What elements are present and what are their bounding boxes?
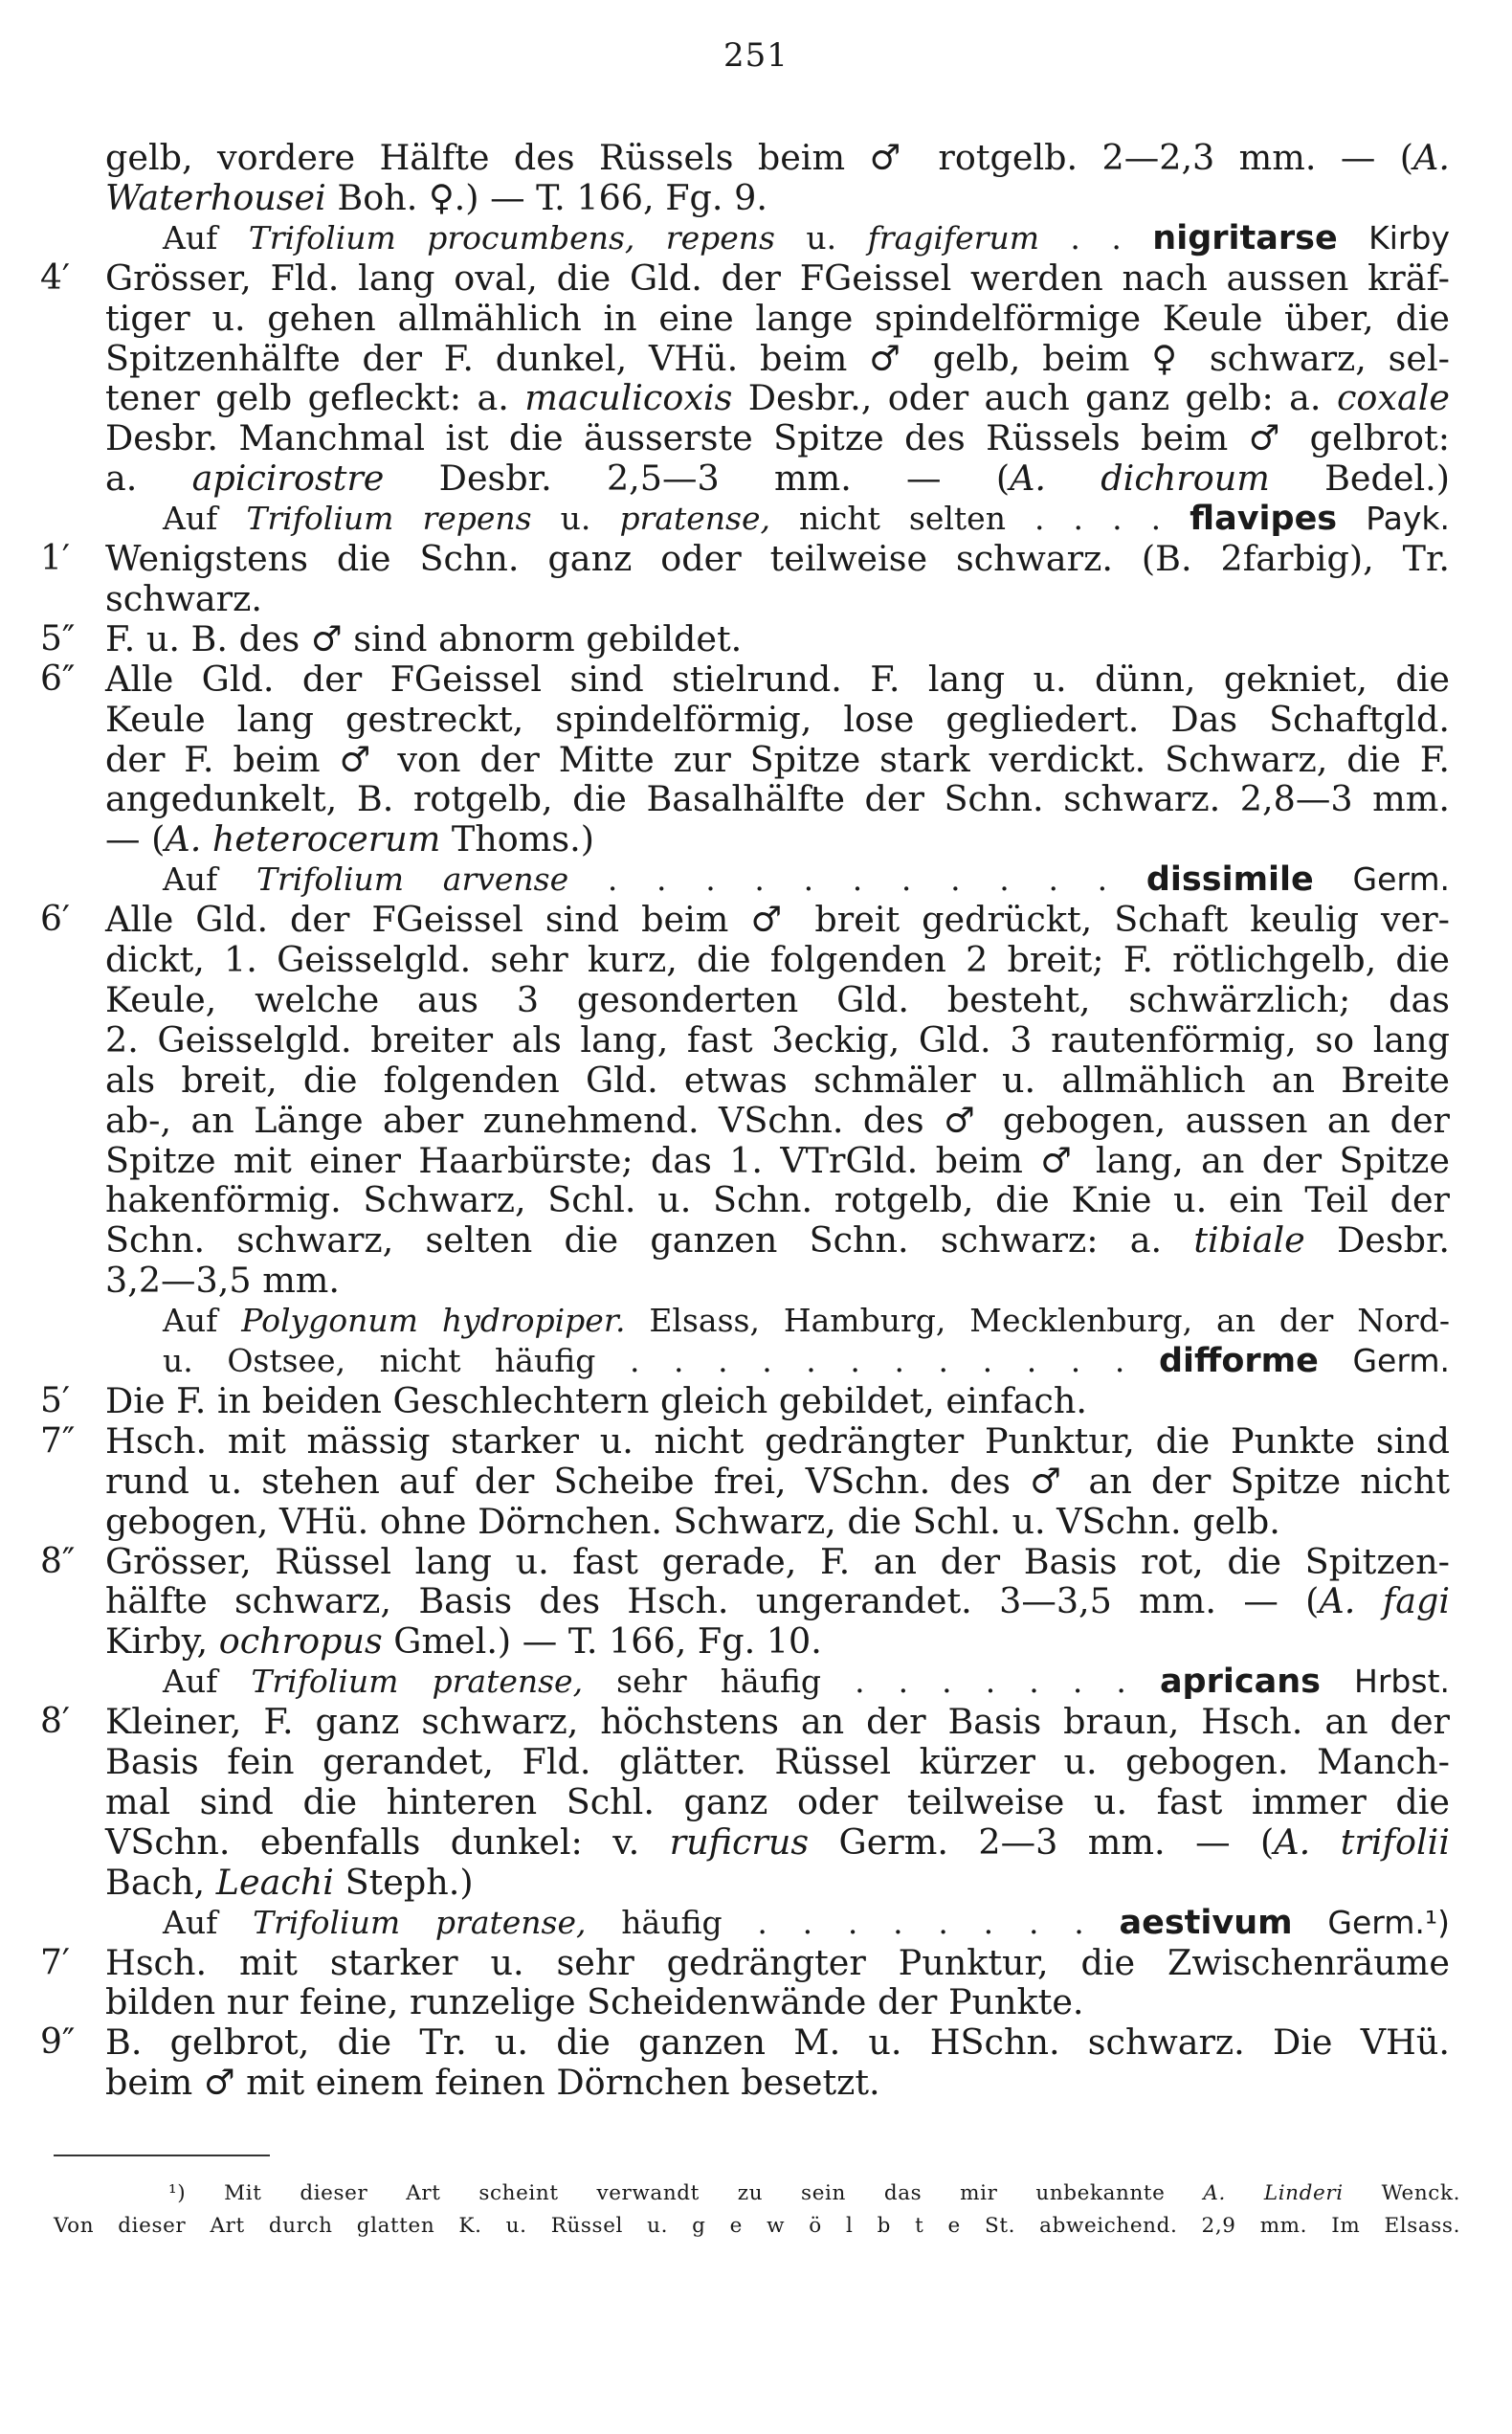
- text-line: tiger u. gehen allmählich in eine lange spindelförmige Keule über, die: [105, 298, 1450, 339]
- key-couplet-number: 4′: [40, 258, 71, 298]
- text-line: F. u. B. des ♂ sind abnorm gebildet.: [105, 618, 743, 659]
- key-couplet-number: 8″: [40, 1542, 76, 1581]
- species-name: apricans: [1159, 1663, 1321, 1701]
- species-name: nigritarse: [1152, 219, 1338, 257]
- text-line: Kirby, ochropus Gmel.) — T. 166, Fg. 10.: [105, 1620, 822, 1662]
- host-plant-line: Auf Trifolium pratense, sehr häufig . . . . . . . apricans Hrbst.: [163, 1663, 1450, 1701]
- text-line: Bach, Leachi Steph.): [105, 1862, 474, 1903]
- text-line: a. apicirostre Desbr. 2,5—3 mm. — (A. dichroum Bedel.): [105, 458, 1450, 499]
- text-line: hälfte schwarz, Basis des Hsch. ungerandet. 3—3,5 mm. — (A. fagi: [105, 1580, 1451, 1621]
- text-line: Die F. in beiden Geschlechtern gleich gebildet, einfach.: [105, 1380, 1087, 1421]
- text-line: der F. beim ♂ von der Mitte zur Spitze stark verdickt. Schwarz, die F.: [105, 739, 1450, 780]
- text-line: B. gelbrot, die Tr. u. die ganzen M. u. HSchn. schwarz. Die VHü.: [105, 2021, 1450, 2063]
- text-line: angedunkelt, B. rotgelb, die Basalhälfte der Schn. schwarz. 2,8—3 mm.: [105, 778, 1450, 819]
- text-line: Desbr. Manchmal ist die äusserste Spitze des Rüssels beim ♂ gelbrot:: [105, 417, 1450, 458]
- key-couplet-number: 5″: [40, 619, 76, 659]
- text-line: als breit, die folgenden Gld. etwas schmäler u. allmählich an Breite: [105, 1060, 1450, 1101]
- species-name: dissimile: [1145, 860, 1314, 899]
- host-plant-line: Auf Trifolium repens u. pratense, nicht selten . . . . flavipes Payk.: [163, 500, 1450, 538]
- footnote-line-1: ¹) Mit dieser Art scheint verwandt zu sein das mir unbekannte A. Linderi Wenck.: [168, 2181, 1461, 2205]
- text-line: Alle Gld. der FGeissel sind beim ♂ breit gedrückt, Schaft keulig ver-: [105, 899, 1450, 940]
- text-line: Keule, welche aus 3 gesonderten Gld. besteht, schwärzlich; das: [105, 979, 1450, 1020]
- text-line: Spitze mit einer Haarbürste; das 1. VTrGld. beim ♂ lang, an der Spitze: [105, 1140, 1450, 1181]
- text-line: bilden nur feine, runzelige Scheidenwände der Punkte.: [105, 1981, 1084, 2022]
- text-line: Waterhousei Boh. ♀.) — T. 166, Fg. 9.: [105, 177, 767, 218]
- text-line: gebogen, VHü. ohne Dörnchen. Schwarz, die Schl. u. VSchn. gelb.: [105, 1501, 1280, 1542]
- text-line: 3,2—3,5 mm.: [105, 1260, 341, 1301]
- text-line: 2. Geisselgld. breiter als lang, fast 3eckig, Gld. 3 rautenförmig, so lang: [105, 1019, 1450, 1061]
- key-couplet-number: 7′: [40, 1943, 71, 1982]
- page-number: 251: [723, 36, 789, 75]
- species-author: Hrbst.: [1354, 1663, 1450, 1700]
- text-line: hakenförmig. Schwarz, Schl. u. Schn. rotgelb, die Knie u. ein Teil der: [105, 1179, 1450, 1220]
- text-line: Schn. schwarz, selten die ganzen Schn. schwarz: a. tibiale Desbr.: [105, 1219, 1450, 1261]
- key-couplet-number: 5′: [40, 1381, 71, 1420]
- text-line: Grösser, Fld. lang oval, die Gld. der FGeissel werden nach aussen kräf-: [105, 257, 1450, 299]
- text-line: schwarz.: [105, 578, 262, 619]
- species-name: difforme: [1158, 1342, 1319, 1380]
- species-author: Kirby: [1368, 219, 1450, 257]
- footnote-line-2: Von dieser Art durch glatten K. u. Rüssel u. g e w ö l b t e St. abweichend. 2,9 mm. Im Elsass.: [54, 2214, 1460, 2238]
- text-line: ab-, an Länge aber zunehmend. VSchn. des ♂ gebogen, aussen an der: [105, 1100, 1450, 1141]
- species-name: aestivum: [1119, 1904, 1293, 1942]
- key-couplet-number: 6″: [40, 659, 76, 699]
- host-plant-line: Auf Trifolium arvense . . . . . . . . . . . dissimile Germ.: [163, 860, 1450, 899]
- host-plant-line: Auf Polygonum hydropiper. Elsass, Hamburg, Mecklenburg, an der Nord-: [163, 1302, 1450, 1339]
- text-line: Kleiner, F. ganz schwarz, höchstens an der Basis braun, Hsch. an der: [105, 1701, 1450, 1742]
- host-plant-line: u. Ostsee, nicht häufig . . . . . . . . . . . . difforme Germ.: [163, 1342, 1450, 1380]
- key-couplet-number: 6′: [40, 900, 71, 939]
- footnote-divider: [54, 2155, 270, 2156]
- key-couplet-number: 1′: [40, 539, 71, 578]
- text-line: dickt, 1. Geisselgld. sehr kurz, die folgenden 2 breit; F. rötlichgelb, die: [105, 939, 1450, 980]
- text-line: gelb, vordere Hälfte des Rüssels beim ♂ rotgelb. 2—2,3 mm. — (A.: [105, 137, 1450, 178]
- text-line: mal sind die hinteren Schl. ganz oder teilweise u. fast immer die: [105, 1781, 1450, 1822]
- text-line: Keule lang gestreckt, spindelförmig, lose gegliedert. Das Schaftgld.: [105, 699, 1450, 740]
- text-line: Grösser, Rüssel lang u. fast gerade, F. an der Basis rot, die Spitzen-: [105, 1541, 1450, 1582]
- text-line: Alle Gld. der FGeissel sind stielrund. F. lang u. dünn, gekniet, die: [105, 659, 1450, 700]
- species-author: Germ.: [1352, 860, 1450, 898]
- key-couplet-number: 7″: [40, 1421, 76, 1461]
- text-line: beim ♂ mit einem feinen Dörnchen besetzt.: [105, 2062, 880, 2103]
- text-line: Hsch. mit mässig starker u. nicht gedrängter Punktur, die Punkte sind: [105, 1420, 1450, 1462]
- text-line: rund u. stehen auf der Scheibe frei, VSchn. des ♂ an der Spitze nicht: [105, 1461, 1450, 1502]
- text-line: Spitzenhälfte der F. dunkel, VHü. beim ♂ gelb, beim ♀ schwarz, sel-: [105, 338, 1450, 379]
- species-name: flavipes: [1190, 500, 1338, 538]
- text-line: — (A. heterocerum Thoms.): [105, 818, 594, 860]
- text-line: VSchn. ebenfalls dunkel: v. ruficrus Germ. 2—3 mm. — (A. trifolii: [105, 1821, 1451, 1863]
- key-couplet-number: 8′: [40, 1702, 71, 1741]
- host-plant-line: Auf Trifolium procumbens, repens u. fragiferum . . nigritarse Kirby: [163, 219, 1450, 257]
- text-line: Basis fein gerandet, Fld. glätter. Rüssel kürzer u. gebogen. Manch-: [105, 1741, 1450, 1782]
- species-author: Germ.: [1352, 1342, 1450, 1379]
- key-couplet-number: 9″: [40, 2022, 76, 2062]
- species-author: Payk.: [1366, 500, 1450, 537]
- text-line: Wenigstens die Schn. ganz oder teilweise schwarz. (B. 2farbig), Tr.: [105, 538, 1450, 579]
- text-line: tener gelb gefleckt: a. maculicoxis Desbr., oder auch ganz gelb: a. coxale: [105, 377, 1450, 418]
- host-plant-line: Auf Trifolium pratense, häufig . . . . . . . . aestivum Germ.¹): [163, 1904, 1450, 1942]
- species-author: Germ.¹): [1327, 1904, 1450, 1941]
- text-line: Hsch. mit starker u. sehr gedrängter Punktur, die Zwischenräume: [105, 1942, 1450, 1983]
